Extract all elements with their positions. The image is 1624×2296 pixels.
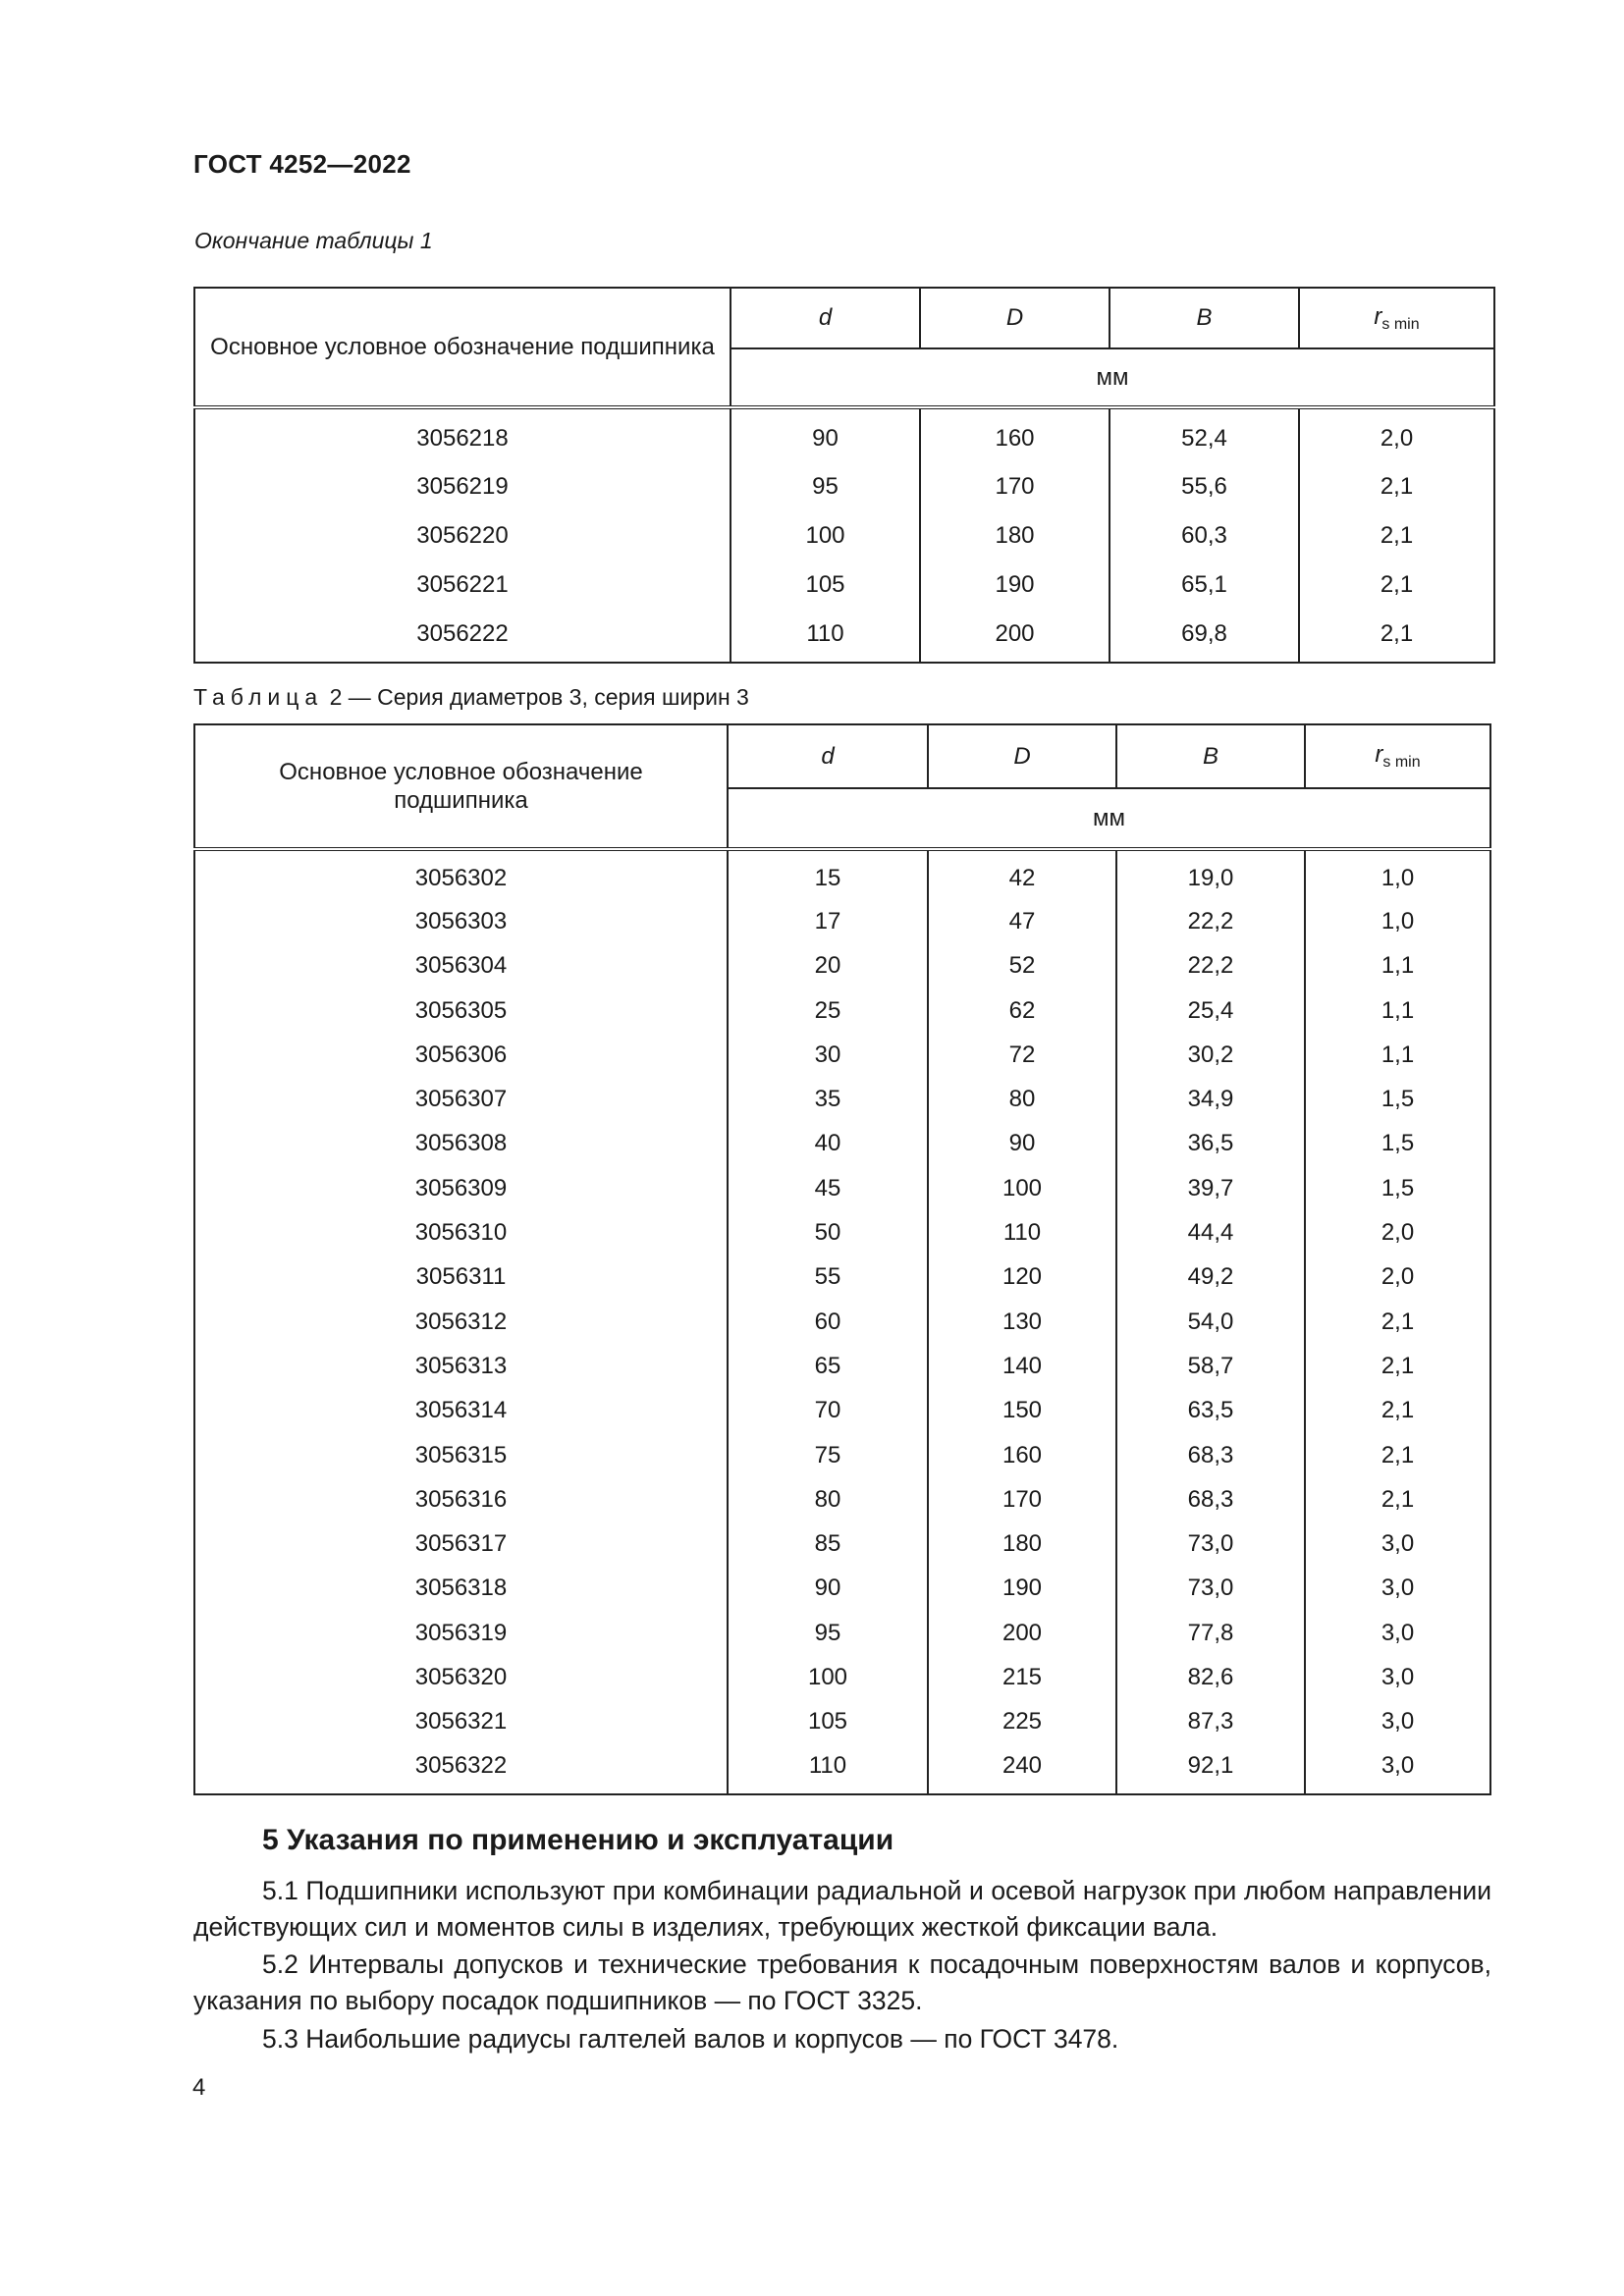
value-cell: 100 [728,1655,928,1699]
table2-col-D [928,724,1116,788]
table-row [194,1433,1490,1477]
value-cell: 20 [728,944,928,988]
value-cell: 90 [731,407,920,462]
value-cell: 100 [928,1166,1116,1210]
value-cell: 2,1 [1305,1389,1490,1433]
value-cell: 60,3 [1110,511,1299,561]
table2-stub-line2: подшипника [394,787,528,814]
table-row [194,1611,1490,1655]
table-row [194,462,1494,511]
value-cell: 95 [728,1611,928,1655]
value-cell: 2,0 [1299,407,1494,462]
bearing-designation-cell: 3056222 [194,610,731,663]
table-row [194,988,1490,1033]
bearing-designation-cell: 3056221 [194,561,731,610]
table2-col-B [1116,724,1305,788]
value-cell: 62 [928,988,1116,1033]
bearing-designation-cell: 3056306 [194,1033,728,1077]
col-r-symbol: r [1374,302,1382,330]
table2-caption [193,684,749,711]
col-B-symbol: B [1202,742,1218,770]
col-D-symbol: D [1013,742,1031,770]
value-cell: 39,7 [1116,1166,1305,1210]
table-row [194,610,1494,663]
value-cell: 105 [728,1700,928,1744]
value-cell: 68,3 [1116,1433,1305,1477]
value-cell: 200 [920,610,1110,663]
value-cell: 90 [928,1122,1116,1166]
bearing-designation-cell: 3056317 [194,1522,728,1566]
value-cell: 80 [928,1077,1116,1121]
table-row [194,1166,1490,1210]
table-row [194,1655,1490,1699]
table2 [193,723,1491,1795]
table2-unit: мм [728,788,1490,849]
value-cell: 2,1 [1305,1344,1490,1388]
value-cell: 52,4 [1110,407,1299,462]
table-row [194,1122,1490,1166]
table-row [194,511,1494,561]
col-d-symbol: d [821,742,835,770]
paragraph-text: 5.1 Подшипники используют при комбинации радиальной и осевой нагрузок при любом направлении действующих сил и моментов силы в изделиях, требующих жесткой фиксации вала. [193,1876,1491,1942]
table-row [194,1522,1490,1566]
value-cell: 190 [928,1567,1116,1611]
table1-caption: Окончание таблицы 1 [194,228,433,253]
value-cell: 34,9 [1116,1077,1305,1121]
value-cell: 44,4 [1116,1210,1305,1255]
value-cell: 1,1 [1305,988,1490,1033]
value-cell: 82,6 [1116,1655,1305,1699]
table-row [194,1077,1490,1121]
value-cell: 58,7 [1116,1344,1305,1388]
value-cell: 2,1 [1299,511,1494,561]
value-cell: 110 [731,610,920,663]
value-cell: 70 [728,1389,928,1433]
value-cell: 200 [928,1611,1116,1655]
bearing-designation-cell: 3056310 [194,1210,728,1255]
paragraph-text: 5.3 Наибольшие радиусы галтелей валов и корпусов — по ГОСТ 3478. [262,2024,1119,2054]
value-cell: 47 [928,899,1116,943]
value-cell: 1,0 [1305,849,1490,899]
table2-caption-text: 2 — Серия диаметров 3, серия ширин 3 [323,684,749,710]
table-row [194,1744,1490,1794]
paragraph-5-2 [193,1947,1491,2019]
bearing-designation-cell: 3056319 [194,1611,728,1655]
table-row [194,1033,1490,1077]
bearing-designation-cell: 3056307 [194,1077,728,1121]
value-cell: 72 [928,1033,1116,1077]
value-cell: 1,5 [1305,1166,1490,1210]
value-cell: 3,0 [1305,1567,1490,1611]
col-r-symbol: r [1375,741,1383,768]
table-row [194,1300,1490,1344]
value-cell: 22,2 [1116,899,1305,943]
table-row [194,1210,1490,1255]
value-cell: 170 [920,462,1110,511]
table2-col-r [1305,724,1490,788]
value-cell: 63,5 [1116,1389,1305,1433]
value-cell: 30,2 [1116,1033,1305,1077]
value-cell: 130 [928,1300,1116,1344]
page-number: 4 [192,2074,206,2101]
value-cell: 17 [728,899,928,943]
table-row [194,1477,1490,1522]
table1-unit: мм [731,348,1494,407]
value-cell: 45 [728,1166,928,1210]
value-cell: 22,2 [1116,944,1305,988]
value-cell: 19,0 [1116,849,1305,899]
value-cell: 2,1 [1299,462,1494,511]
bearing-designation-cell: 3056309 [194,1166,728,1210]
bearing-designation-cell: 3056312 [194,1300,728,1344]
value-cell: 25 [728,988,928,1033]
value-cell: 3,0 [1305,1700,1490,1744]
value-cell: 225 [928,1700,1116,1744]
table1-stub-header: Основное условное обозначение подшипника [194,288,731,407]
value-cell: 52 [928,944,1116,988]
bearing-designation-cell: 3056311 [194,1255,728,1300]
value-cell: 54,0 [1116,1300,1305,1344]
value-cell: 120 [928,1255,1116,1300]
value-cell: 2,1 [1299,610,1494,663]
value-cell: 2,1 [1305,1433,1490,1477]
value-cell: 69,8 [1110,610,1299,663]
value-cell: 73,0 [1116,1522,1305,1566]
table2-stub-line1: Основное условное обозначение [279,759,643,785]
bearing-designation-cell: 3056322 [194,1744,728,1794]
value-cell: 42 [928,849,1116,899]
value-cell: 3,0 [1305,1611,1490,1655]
value-cell: 65 [728,1344,928,1388]
value-cell: 2,1 [1305,1300,1490,1344]
paragraph-5-3 [193,2021,1491,2057]
value-cell: 160 [920,407,1110,462]
bearing-designation-cell: 3056320 [194,1655,728,1699]
value-cell: 1,1 [1305,944,1490,988]
value-cell: 68,3 [1116,1477,1305,1522]
value-cell: 2,1 [1299,561,1494,610]
table1-col-r [1299,288,1494,348]
value-cell: 105 [731,561,920,610]
value-cell: 215 [928,1655,1116,1699]
paragraph-text: 5.2 Интервалы допусков и технические требования к посадочным поверхностям валов и корпусов, указания по выбору посадок подшипников — по ГОСТ 3325. [193,1949,1491,2015]
col-r-subscript: s min [1382,754,1421,771]
bearing-designation-cell: 3056305 [194,988,728,1033]
value-cell: 240 [928,1744,1116,1794]
table-row [194,1389,1490,1433]
value-cell: 60 [728,1300,928,1344]
value-cell: 90 [728,1567,928,1611]
value-cell: 2,1 [1305,1477,1490,1522]
table1-col-d [731,288,920,348]
value-cell: 1,1 [1305,1033,1490,1077]
paragraph-5-1 [193,1873,1491,1946]
value-cell: 150 [928,1389,1116,1433]
bearing-designation-cell: 3056219 [194,462,731,511]
table-row [194,561,1494,610]
value-cell: 1,5 [1305,1077,1490,1121]
table-row [194,899,1490,943]
bearing-designation-cell: 3056302 [194,849,728,899]
value-cell: 190 [920,561,1110,610]
value-cell: 87,3 [1116,1700,1305,1744]
value-cell: 36,5 [1116,1122,1305,1166]
value-cell: 40 [728,1122,928,1166]
table-row [194,1344,1490,1388]
value-cell: 180 [920,511,1110,561]
value-cell: 1,0 [1305,899,1490,943]
value-cell: 3,0 [1305,1744,1490,1794]
bearing-designation-cell: 3056218 [194,407,731,462]
value-cell: 65,1 [1110,561,1299,610]
value-cell: 30 [728,1033,928,1077]
value-cell: 85 [728,1522,928,1566]
value-cell: 15 [728,849,928,899]
value-cell: 2,0 [1305,1255,1490,1300]
table-row [194,1255,1490,1300]
table2-caption-label: Таблица [193,684,324,710]
section-title: 5 Указания по применению и эксплуатации [262,1824,894,1856]
bearing-designation-cell: 3056303 [194,899,728,943]
value-cell: 80 [728,1477,928,1522]
bearing-designation-cell: 3056220 [194,511,731,561]
bearing-designation-cell: 3056304 [194,944,728,988]
bearing-designation-cell: 3056318 [194,1567,728,1611]
table-row [194,1700,1490,1744]
col-d-symbol: d [818,304,833,331]
table2-stub-header [194,724,728,849]
value-cell: 110 [928,1210,1116,1255]
bearing-designation-cell: 3056316 [194,1477,728,1522]
table1-col-B [1110,288,1299,348]
col-r-subscript: s min [1381,315,1420,333]
value-cell: 55 [728,1255,928,1300]
value-cell: 49,2 [1116,1255,1305,1300]
table2-col-d [728,724,928,788]
value-cell: 180 [928,1522,1116,1566]
value-cell: 95 [731,462,920,511]
value-cell: 55,6 [1110,462,1299,511]
table1 [193,287,1495,664]
value-cell: 92,1 [1116,1744,1305,1794]
bearing-designation-cell: 3056314 [194,1389,728,1433]
bearing-designation-cell: 3056313 [194,1344,728,1388]
value-cell: 100 [731,511,920,561]
col-D-symbol: D [1005,304,1024,331]
value-cell: 73,0 [1116,1567,1305,1611]
value-cell: 3,0 [1305,1655,1490,1699]
value-cell: 140 [928,1344,1116,1388]
table-row [194,1567,1490,1611]
value-cell: 77,8 [1116,1611,1305,1655]
bearing-designation-cell: 3056321 [194,1700,728,1744]
value-cell: 2,0 [1305,1210,1490,1255]
table-row [194,849,1490,899]
bearing-designation-cell: 3056315 [194,1433,728,1477]
value-cell: 110 [728,1744,928,1794]
col-B-symbol: B [1196,304,1213,331]
table-row [194,407,1494,462]
document-header: ГОСТ 4252—2022 [193,149,411,179]
table-row [194,944,1490,988]
value-cell: 25,4 [1116,988,1305,1033]
bearing-designation-cell: 3056308 [194,1122,728,1166]
value-cell: 50 [728,1210,928,1255]
value-cell: 170 [928,1477,1116,1522]
value-cell: 160 [928,1433,1116,1477]
table1-col-D [920,288,1110,348]
value-cell: 75 [728,1433,928,1477]
value-cell: 35 [728,1077,928,1121]
value-cell: 1,5 [1305,1122,1490,1166]
value-cell: 3,0 [1305,1522,1490,1566]
